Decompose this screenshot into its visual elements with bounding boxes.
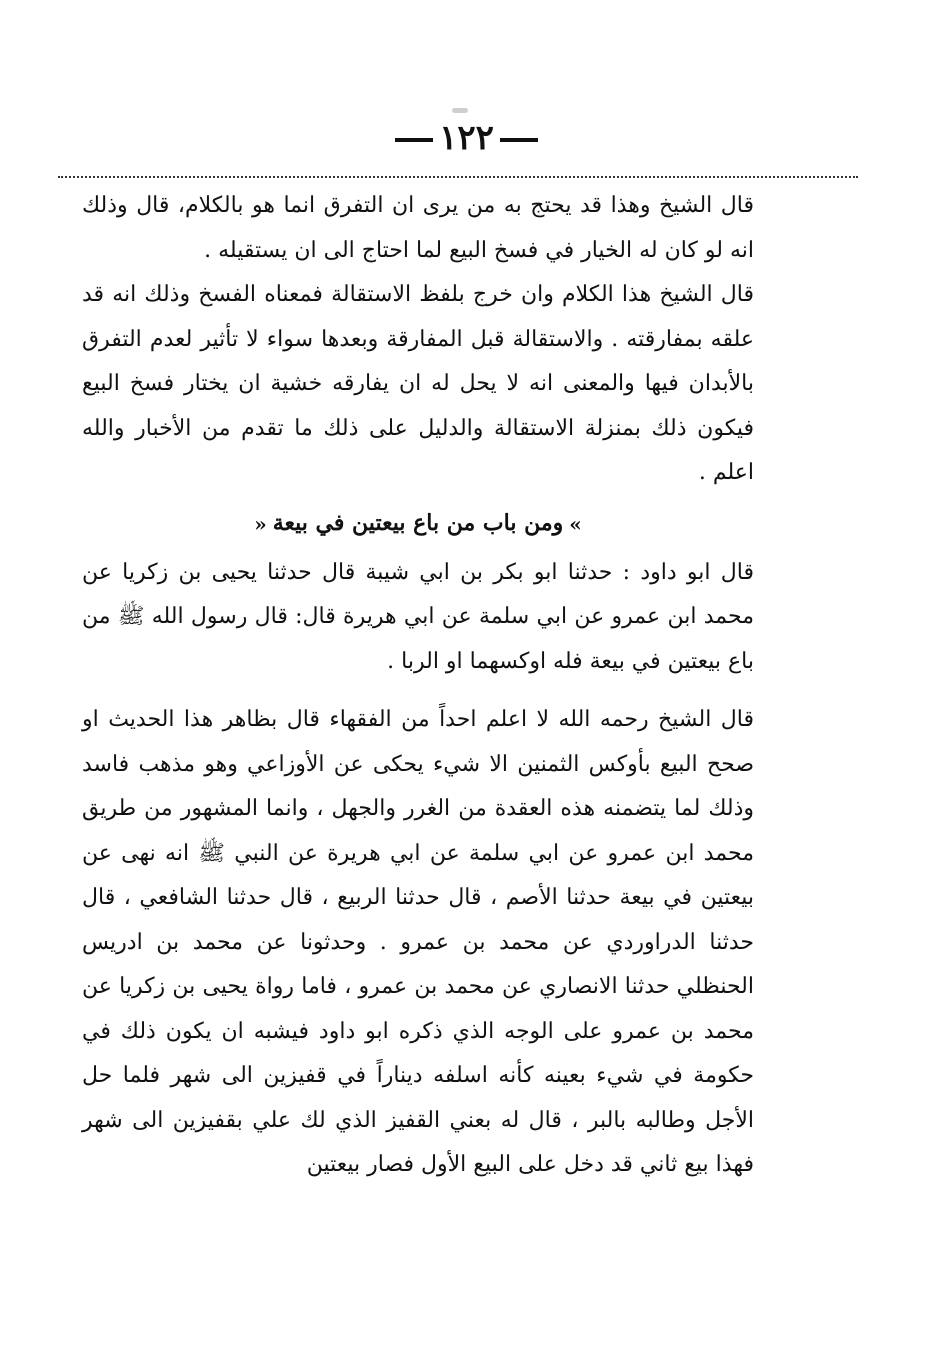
paragraph: قال ابو داود : حدثنا ابو بكر بن ابي شيبة قال حدثنا يحيى بن زكريا عن محمد ابن عمرو عن ابي سلمة عن ابي هريرة قال: قال رسول الله ﷺ من باع بيعتين في بيعة فله اوكسهما او الربا . — [82, 559, 754, 674]
left-dash — [395, 138, 433, 142]
ornament-right: » — [569, 511, 582, 536]
paper-stain — [452, 108, 468, 113]
section-heading-text: ومن باب من باع بيعتين في بيعة — [272, 509, 564, 536]
paragraph: قال الشيخ هذا الكلام وان خرج بلفظ الاستقالة فمعناه الفسخ وذلك انه قد علقه بمفارقته . والاستقالة قبل المفارقة وبعدها سواء لا تأثير لعدم التفرق بالأبدان فيها والمعنى انه لا يحل له ان يفارقه خشية ان يختار فسخ البيع فيكون ذلك بمنزلة الاستقالة والدليل على ذلك ما تقدم من الأخبار والله اعلم . — [82, 282, 754, 485]
section-heading — [82, 496, 754, 551]
ornament-left: « — [254, 511, 267, 536]
right-dash — [500, 138, 538, 142]
paragraph: قال الشيخ رحمه الله لا اعلم احداً من الفقهاء قال بظاهر هذا الحديث او صحح البيع بأوكس الثمنين الا شيء يحكى عن الأوزاعي وهو مذهب فاسد وذلك لما يتضمنه هذه العقدة من الغرر والجهل ، وانما المشهور من طريق محمد ابن عمرو عن ابي سلمة عن ابي هريرة عن النبي ﷺ انه نهى عن بيعتين في بيعة حدثنا الأصم ، قال حدثنا الربيع ، قال حدثنا الشافعي ، قال حدثنا الدراوردي عن محمد بن عمرو . وحدثونا عن محمد بن ادريس الحنظلي حدثنا الانصاري عن محمد بن عمرو ، فاما رواة يحيى بن زكريا عن محمد بن عمرو على الوجه الذي ذكره ابو داود فيشبه ان يكون ذلك في حكومة في شيء بعينه كأنه اسلفه ديناراً في قفيزين الى شهر فلما حل الأجل وطالبه بالبر ، قال له بعني القفيز الذي لك علي بقفيزين الى شهر فهذا بيع ثاني قد دخل على البيع الأول فصار بيعتين — [82, 707, 754, 1177]
page-number-header — [0, 118, 933, 158]
page-number: ١٢٢ — [439, 118, 494, 158]
paragraph: قال الشيخ وهذا قد يحتج به من يرى ان التفرق انما هو بالكلام، قال وذلك انه لو كان له الخيار في فسخ البيع لما احتاج الى ان يستقيله . — [82, 193, 754, 263]
header-rule — [58, 176, 858, 178]
main-text — [82, 184, 754, 1188]
